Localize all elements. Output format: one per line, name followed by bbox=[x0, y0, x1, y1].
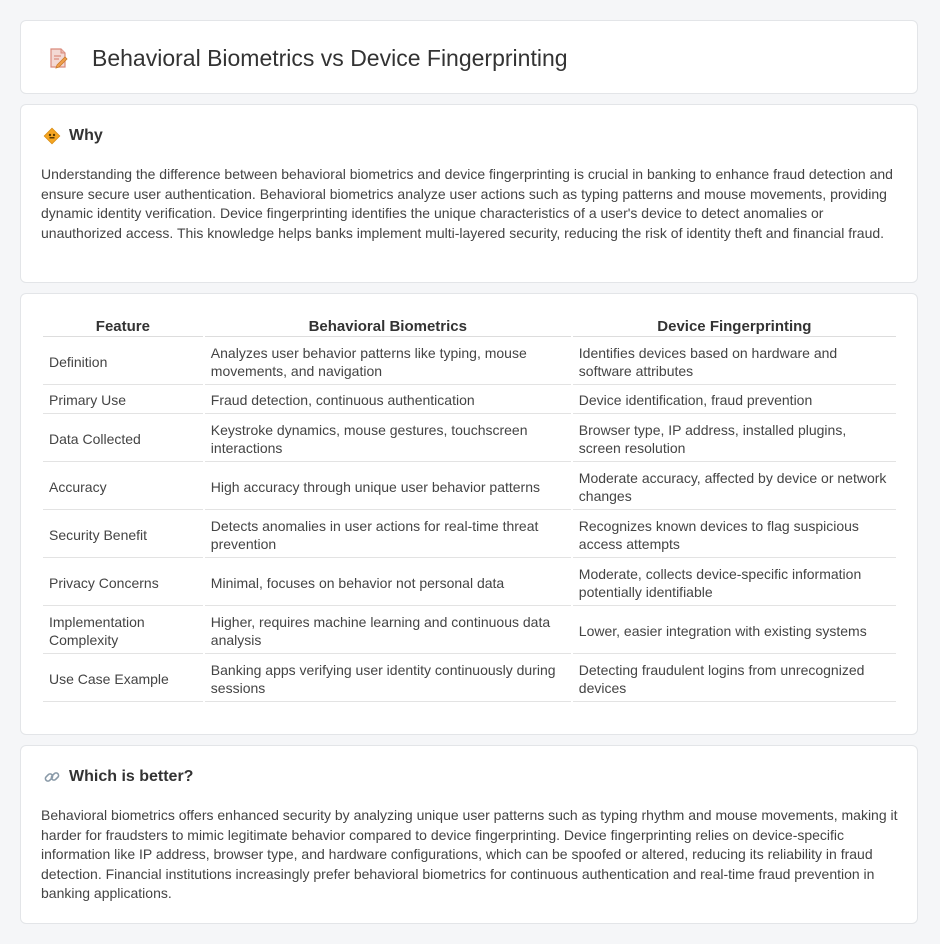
device-cell: Identifies devices based on hardware and software attributes bbox=[573, 339, 896, 385]
why-header bbox=[43, 125, 103, 147]
device-cell: Moderate, collects device-specific information potentially identifiable bbox=[573, 560, 896, 606]
column-header: Behavioral Biometrics bbox=[205, 316, 571, 337]
behavioral-cell: Minimal, focuses on behavior not personal data bbox=[205, 560, 571, 606]
table-header-row bbox=[43, 316, 896, 337]
better-text: Behavioral biometrics offers enhanced security by analyzing unique user patterns such as typing rhythm and mouse movements, making it harder for fraudsters to mimic legitimate behavior compared to device fingerprinting. Device fingerprinting relies on device-specific information like IP address, browser type, and hardware configurations, which can be spoofed or altered, reducing its reliability in fraud detection. Financial institutions increasingly prefer behavioral biometrics for continuous authentication and real-time fraud prevention in banking applications. bbox=[41, 807, 898, 901]
feature-cell: Accuracy bbox=[43, 464, 203, 510]
behavioral-cell: High accuracy through unique user behavior patterns bbox=[205, 464, 571, 510]
why-text: Understanding the difference between behavioral biometrics and device fingerprinting is crucial in banking to enhance fraud detection and ensure secure user authentication. Behavioral biometrics analyze user actions such as typing patterns and mouse movements, providing dynamic identity verification. Device fingerprinting identifies the unique characteristics of a user's device to detect anomalies or unauthorized access. This knowledge helps banks implement multi-layered security, reducing the risk of identity theft and financial fraud. bbox=[41, 166, 893, 241]
title-card bbox=[20, 20, 918, 94]
better-header bbox=[43, 766, 193, 788]
behavioral-cell: Banking apps verifying user identity continuously during sessions bbox=[205, 656, 571, 702]
table-row bbox=[43, 339, 896, 385]
table-row bbox=[43, 416, 896, 462]
table-row bbox=[43, 464, 896, 510]
comparison-table bbox=[41, 314, 898, 704]
warning-sign-icon bbox=[43, 127, 61, 145]
why-heading: Why bbox=[69, 127, 103, 144]
device-cell: Device identification, fraud prevention bbox=[573, 387, 896, 414]
device-cell: Moderate accuracy, affected by device or network changes bbox=[573, 464, 896, 510]
table-row bbox=[43, 560, 896, 606]
feature-cell: Implementation Complexity bbox=[43, 608, 203, 654]
column-header: Feature bbox=[43, 316, 203, 337]
table-row bbox=[43, 608, 896, 654]
behavioral-cell: Keystroke dynamics, mouse gestures, touchscreen interactions bbox=[205, 416, 571, 462]
table-row bbox=[43, 512, 896, 558]
link-icon bbox=[43, 768, 61, 786]
device-cell: Lower, easier integration with existing systems bbox=[573, 608, 896, 654]
feature-cell: Security Benefit bbox=[43, 512, 203, 558]
device-cell: Recognizes known devices to flag suspicious access attempts bbox=[573, 512, 896, 558]
behavioral-cell: Analyzes user behavior patterns like typing, mouse movements, and navigation bbox=[205, 339, 571, 385]
why-section bbox=[20, 104, 918, 283]
table-row bbox=[43, 656, 896, 702]
document-edit-icon bbox=[47, 47, 69, 69]
comparison-section bbox=[20, 293, 918, 735]
device-cell: Detecting fraudulent logins from unrecognized devices bbox=[573, 656, 896, 702]
feature-cell: Privacy Concerns bbox=[43, 560, 203, 606]
feature-cell: Primary Use bbox=[43, 387, 203, 414]
behavioral-cell: Higher, requires machine learning and continuous data analysis bbox=[205, 608, 571, 654]
page-title: Behavioral Biometrics vs Device Fingerprinting bbox=[92, 45, 568, 71]
behavioral-cell: Detects anomalies in user actions for real-time threat prevention bbox=[205, 512, 571, 558]
feature-cell: Definition bbox=[43, 339, 203, 385]
device-cell: Browser type, IP address, installed plugins, screen resolution bbox=[573, 416, 896, 462]
which-better-section bbox=[20, 745, 918, 924]
table-row bbox=[43, 387, 896, 414]
feature-cell: Use Case Example bbox=[43, 656, 203, 702]
behavioral-cell: Fraud detection, continuous authentication bbox=[205, 387, 571, 414]
feature-cell: Data Collected bbox=[43, 416, 203, 462]
better-heading: Which is better? bbox=[69, 768, 194, 785]
column-header: Device Fingerprinting bbox=[573, 316, 896, 337]
